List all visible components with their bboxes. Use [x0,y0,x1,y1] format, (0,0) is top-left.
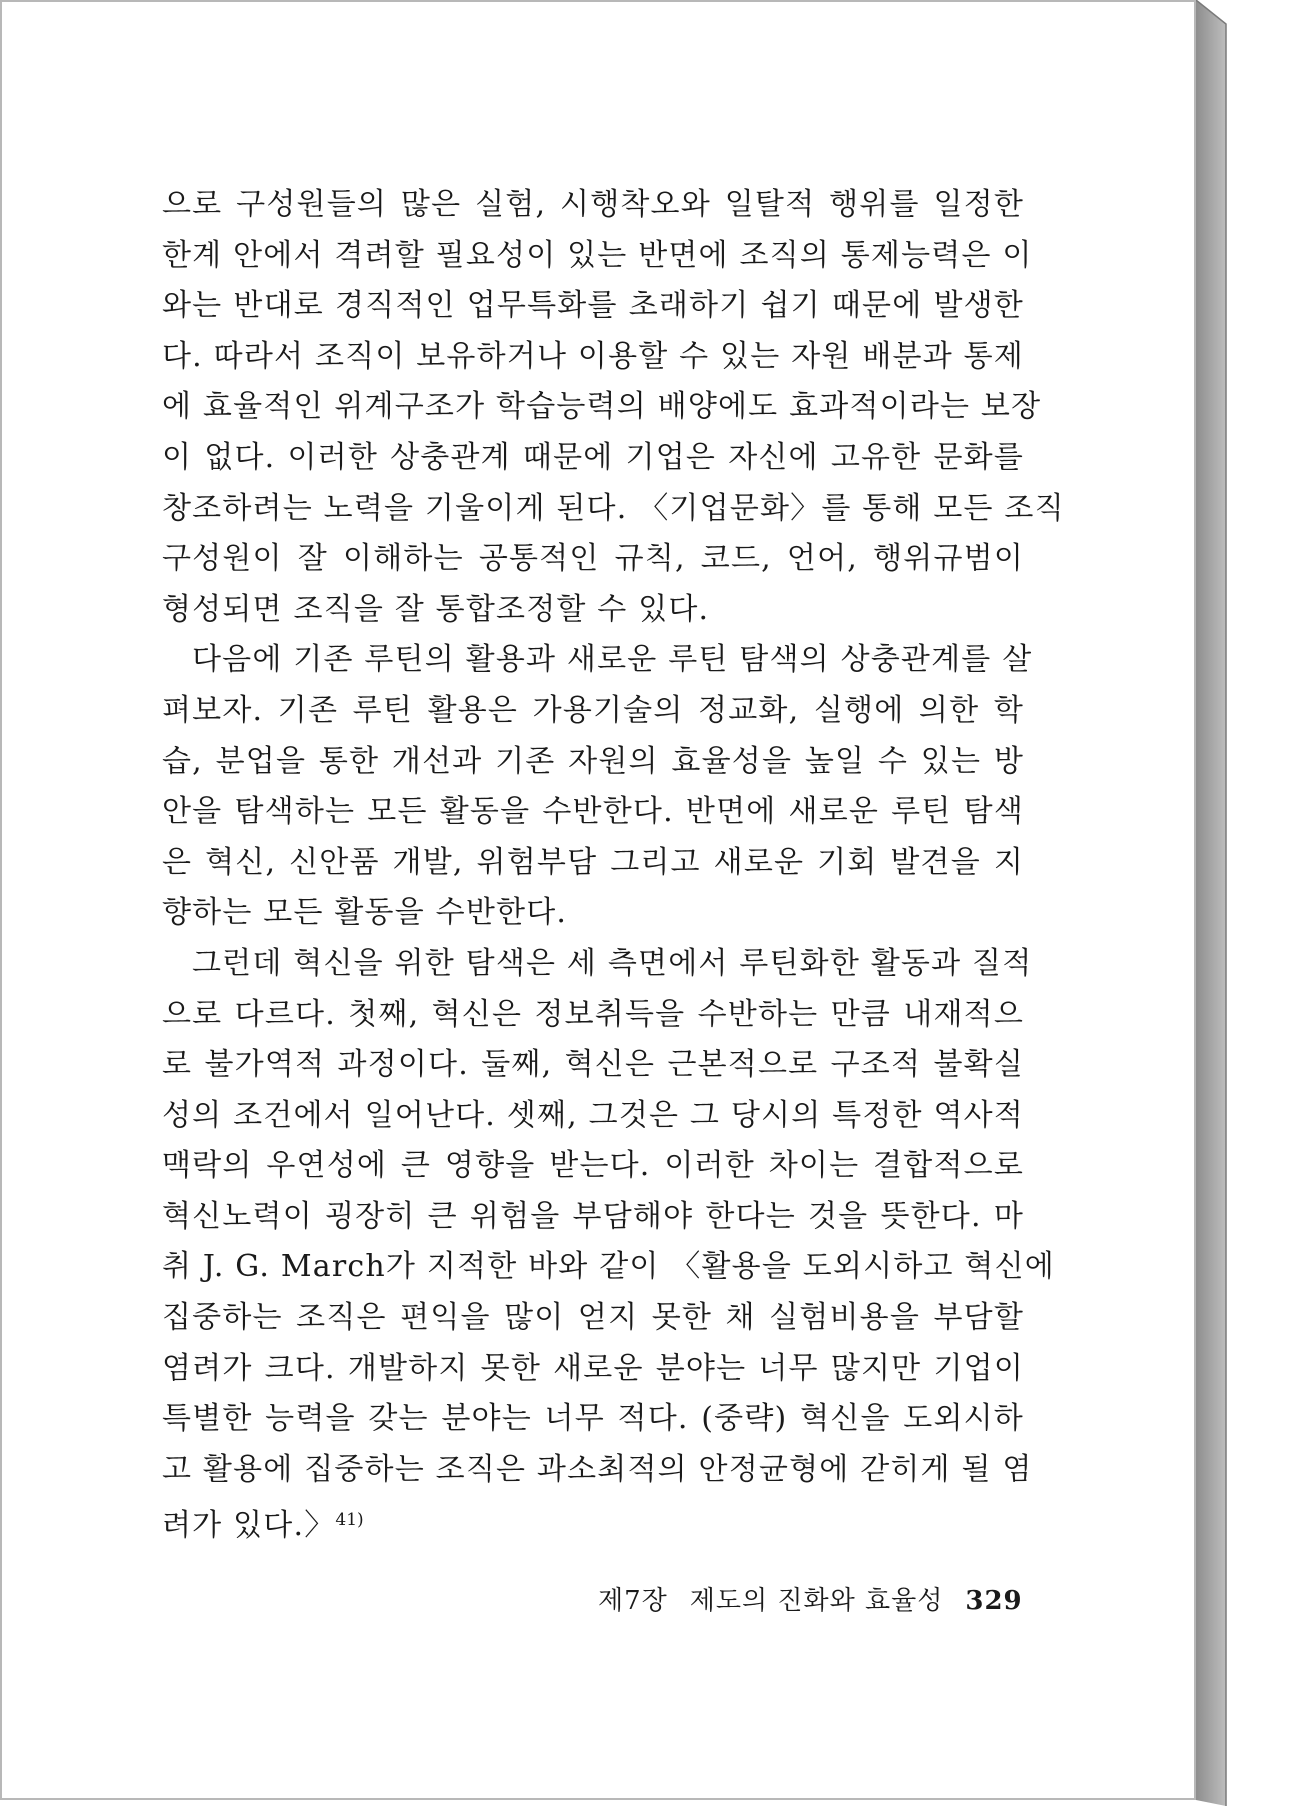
text-line: 으로 구성원들의 많은 실험, 시행착오와 일탈적 행위를 일정한 [162,187,1024,222]
text-line: 다음에 기존 루틴의 활용과 새로운 루틴 탐색의 상충관계를 살 [192,642,1033,678]
text-line: 취 J. G. March가 지적한 바와 같이 〈활용을 도외시하고 혁신에 [162,1249,1055,1285]
text-line: 에 효율적인 위계구조가 학습능력의 배양에도 효과적이라는 보장 [162,389,1042,425]
text-line: 습, 분업을 통한 개선과 기존 자원의 효율성을 높일 수 있는 방 [162,743,1024,779]
text-line: 향하는 모든 활동을 수반한다. [162,895,568,931]
text-line: 와는 반대로 경직적인 업무특화를 초래하기 쉽기 때문에 발생한 [162,288,1024,324]
text-line: 으로 다르다. 첫째, 혁신은 정보취득을 수반하는 만큼 내재적으 [162,996,1024,1032]
page-edge-shadow [1196,0,1232,1806]
chapter-title: 제도의 진화와 효율성 [689,1586,944,1616]
body-text [162,180,1065,1546]
chapter-label: 제7장 [598,1586,668,1616]
text-line: 다. 따라서 조직이 보유하거나 이용할 수 있는 자원 배분과 통제 [162,338,1024,374]
running-footer [598,1580,1023,1620]
text-line: 성의 조건에서 일어난다. 셋째, 그것은 그 당시의 특정한 역사적 [162,1097,1024,1133]
text-line: 창조하려는 노력을 기울이게 된다. 〈기업문화〉를 통해 모든 조직 [162,490,1065,526]
text-line [162,1495,1024,1546]
text-line: 특별한 능력을 갖는 분야는 너무 적다. (중략) 혁신을 도외시하 [162,1401,1024,1437]
text-line: 한계 안에서 격려할 필요성이 있는 반면에 조직의 통제능력은 이 [162,237,1033,273]
text-line: 구성원이 잘 이해하는 공통적인 규칙, 코드, 언어, 행위규범이 [162,541,1024,577]
text-line: 은 혁신, 신안품 개발, 위험부담 그리고 새로운 기회 발견을 지 [162,844,1024,880]
footnote-reference[interactable]: 41) [335,1510,364,1531]
paragraph-2 [162,635,1033,939]
page-number: 329 [965,1586,1023,1616]
text-line: 혁신노력이 굉장히 큰 위험을 부담해야 한다는 것을 뜻한다. 마 [162,1198,1024,1234]
paragraph-3 [162,939,1055,1546]
text-line-content: 려가 있다.〉 [162,1508,336,1544]
text-line: 형성되면 조직을 잘 통합조정할 수 있다. [162,591,710,627]
text-line: 집중하는 조직은 편익을 많이 얻지 못한 채 실험비용을 부담할 [162,1300,1024,1336]
text-line: 맥락의 우연성에 큰 영향을 받는다. 이러한 차이는 결합적으로 [162,1148,1024,1184]
text-line: 그런데 혁신을 위한 탐색은 세 측면에서 루틴화한 활동과 질적 [192,945,1033,981]
text-line: 이 없다. 이러한 상충관계 때문에 기업은 자신에 고유한 문화를 [162,439,1024,475]
text-line: 로 불가역적 과정이다. 둘째, 혁신은 근본적으로 구조적 불확실 [162,1047,1024,1083]
page-edge-graphic [1196,0,1232,1806]
text-line: 안을 탐색하는 모든 활동을 수반한다. 반면에 새로운 루틴 탐색 [162,794,1024,830]
text-line: 염려가 크다. 개발하지 못한 새로운 분야는 너무 많지만 기업이 [162,1350,1024,1386]
text-line: 고 활용에 집중하는 조직은 과소최적의 안정균형에 갇히게 될 염 [162,1451,1033,1487]
text-line: 펴보자. 기존 루틴 활용은 가용기술의 정교화, 실행에 의한 학 [162,692,1024,728]
paragraph-1 [162,180,1065,635]
